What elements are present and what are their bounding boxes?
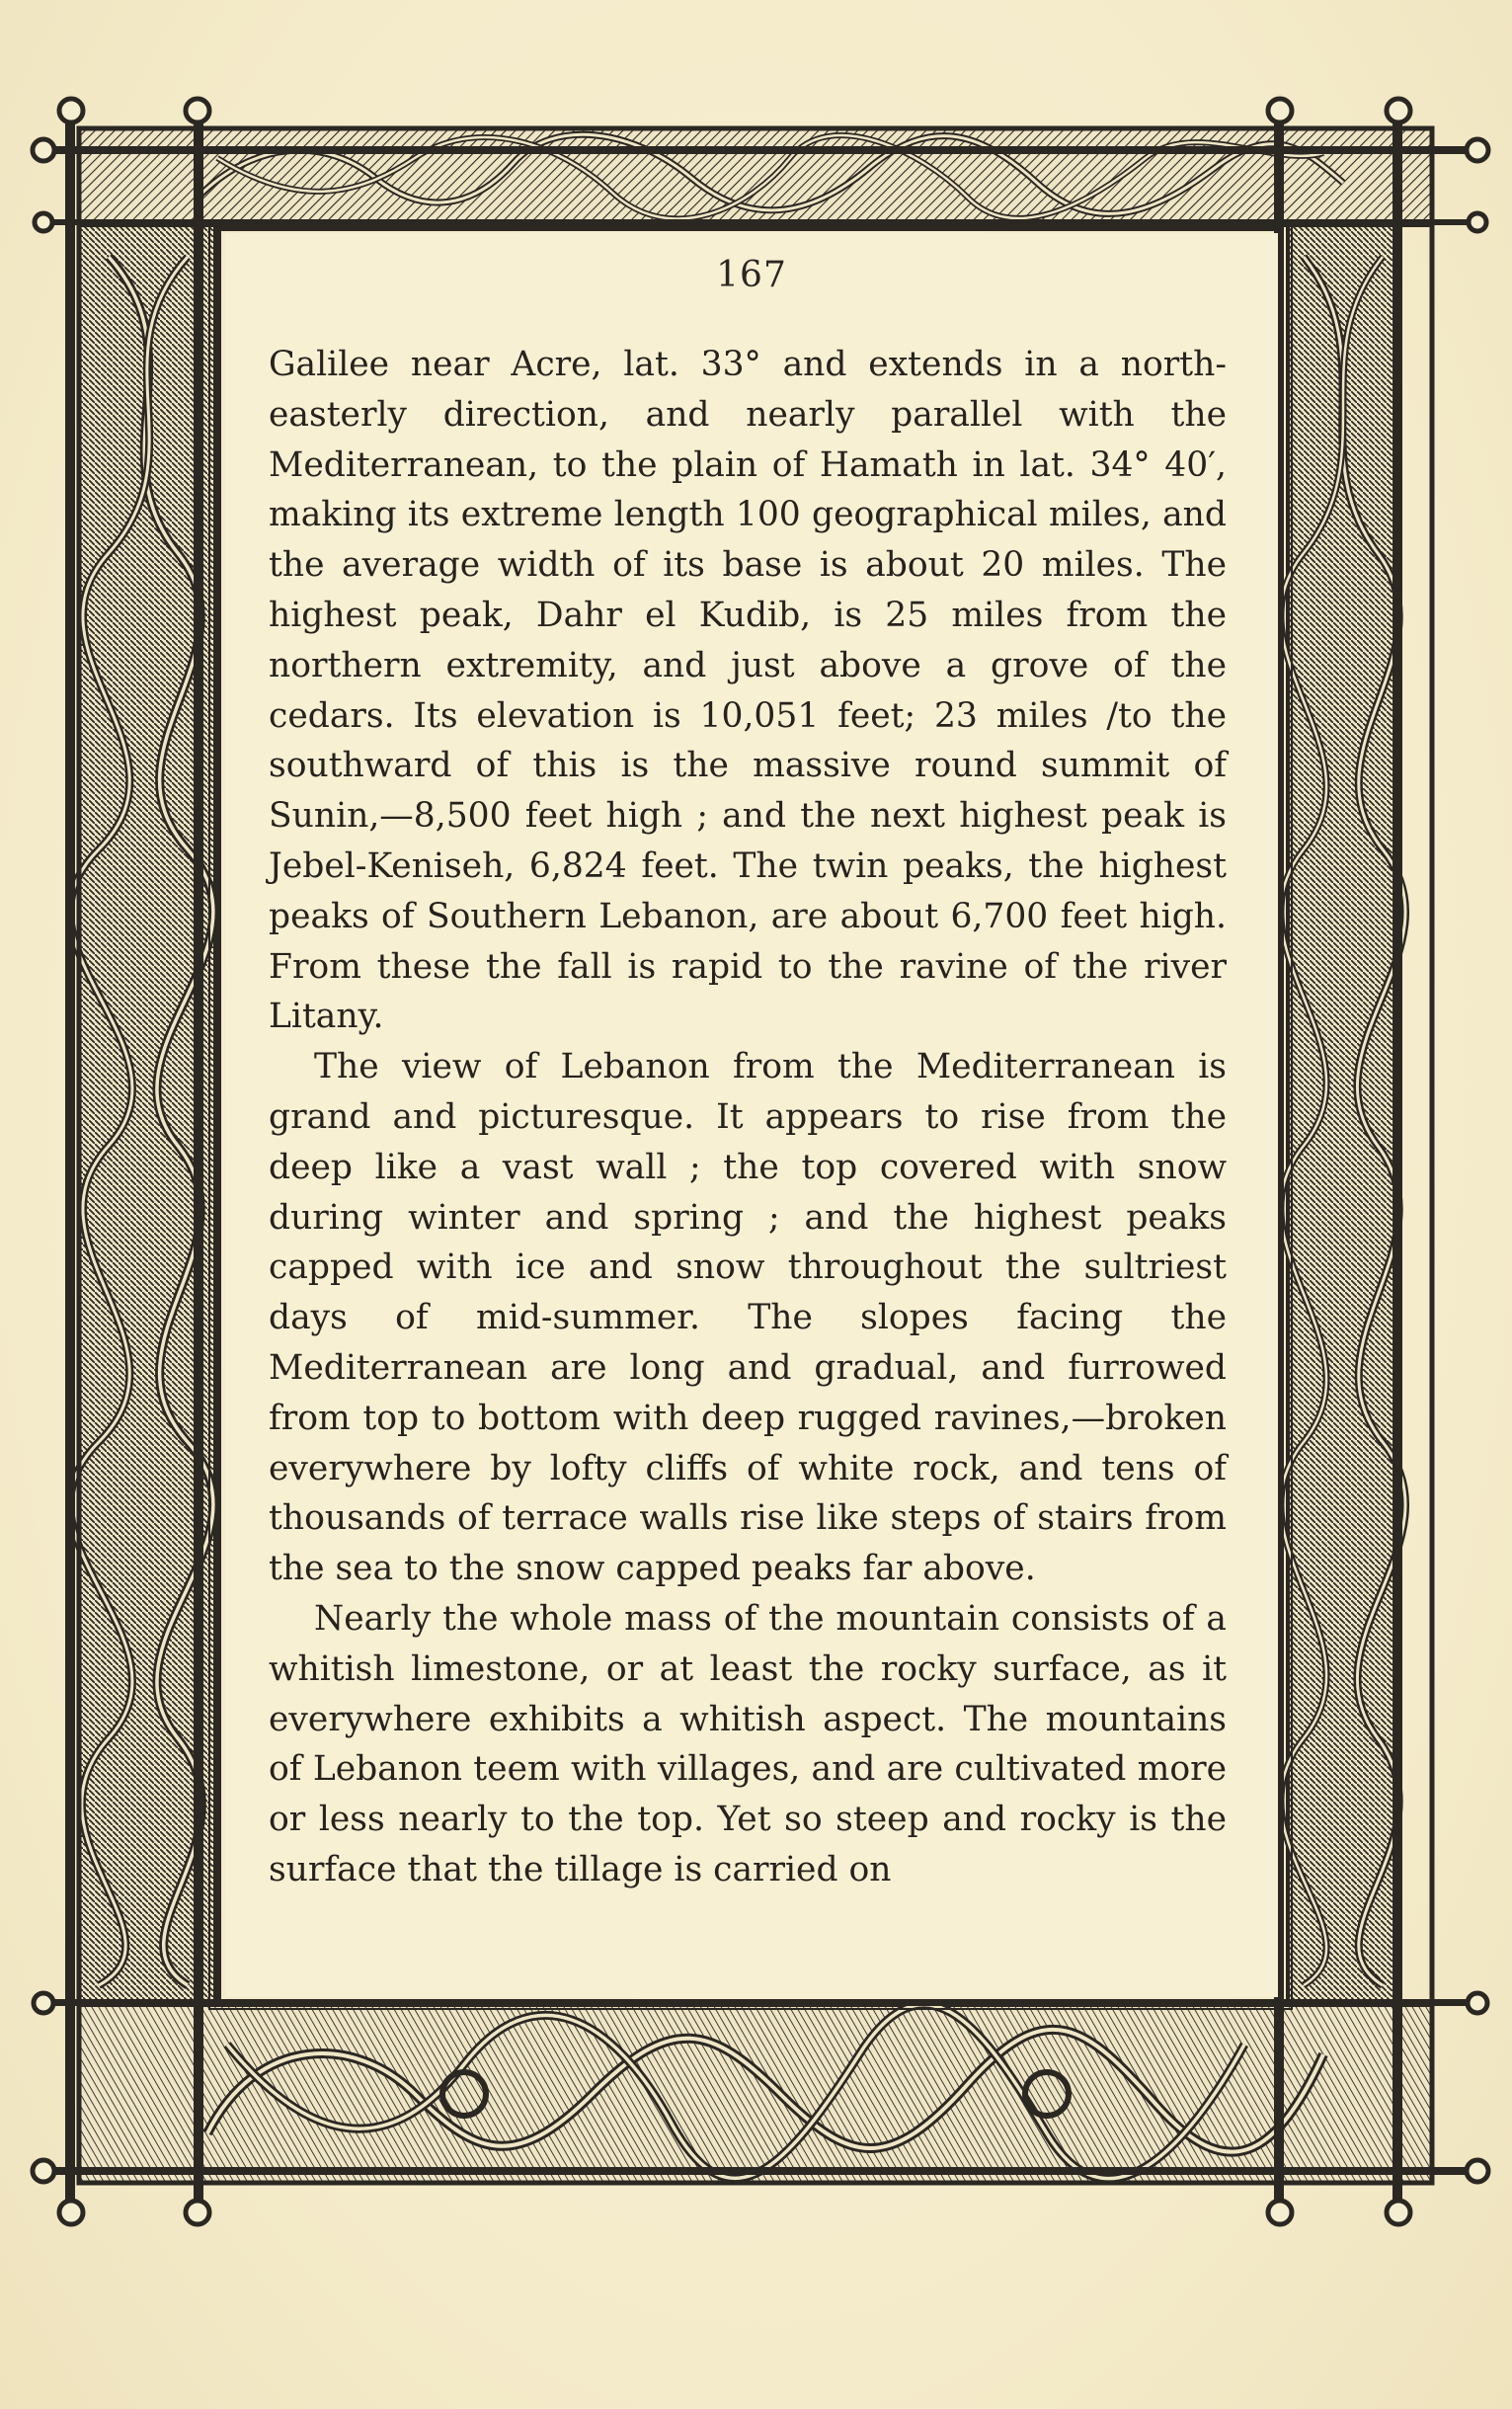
top-border-band bbox=[79, 128, 1432, 225]
paragraph: The view of Lebanon from the Mediterranean is grand and picturesque. It appears to rise from the deep like a vast wall ; the top covered with snow during winter and spring ; and the highest peaks capped with ice and snow throughout the sultriest days of mid-summer. The slopes facing the Mediterranean are long and gradual, and furrowed from top to bottom with deep rugged ravines,—broken everywhere by lofty cliffs of white rock, and tens of thousands of terrace walls rise like steps of stairs from the sea to the snow capped peaks far above. bbox=[269, 1047, 1227, 1589]
body-text bbox=[269, 340, 1227, 1895]
paragraph: Galilee near Acre, lat. 33° and extends in a north-easterly direction, and nearly parallel with the Mediterranean, to the plain of Hamath in lat. 34° 40′, making its extreme length 100 geographical miles, and the average width of its base is about 20 miles. The highest peak, Dahr el Kudib, is 25 miles from the northern extremity, and just above a grove of the cedars. Its elevation is 10,051 feet; 23 miles /to the southward of this is the massive round summit of Sunin,—8,500 feet high ; and the next highest peak is Jebel-Keniseh, 6,824 feet. The twin peaks, the highest peaks of Southern Lebanon, are about 6,700 feet high. From these the fall is rapid to the ravine of the river Litany. bbox=[269, 345, 1227, 1037]
paragraph: Nearly the whole mass of the mountain consists of a whitish limestone, or at least the rocky surface, as it everywhere exhibits a whitish aspect. The mountains of Lebanon teem with villages, and are cultivated more or less nearly to the top. Yet so steep and rocky is the surface that the tillage is carried on bbox=[269, 1598, 1227, 1889]
bottom-border-band bbox=[79, 2005, 1432, 2183]
right-border-band bbox=[1281, 225, 1405, 2005]
page-number: 167 bbox=[716, 255, 787, 295]
text-panel bbox=[225, 233, 1278, 1997]
left-border-band bbox=[70, 225, 215, 2005]
